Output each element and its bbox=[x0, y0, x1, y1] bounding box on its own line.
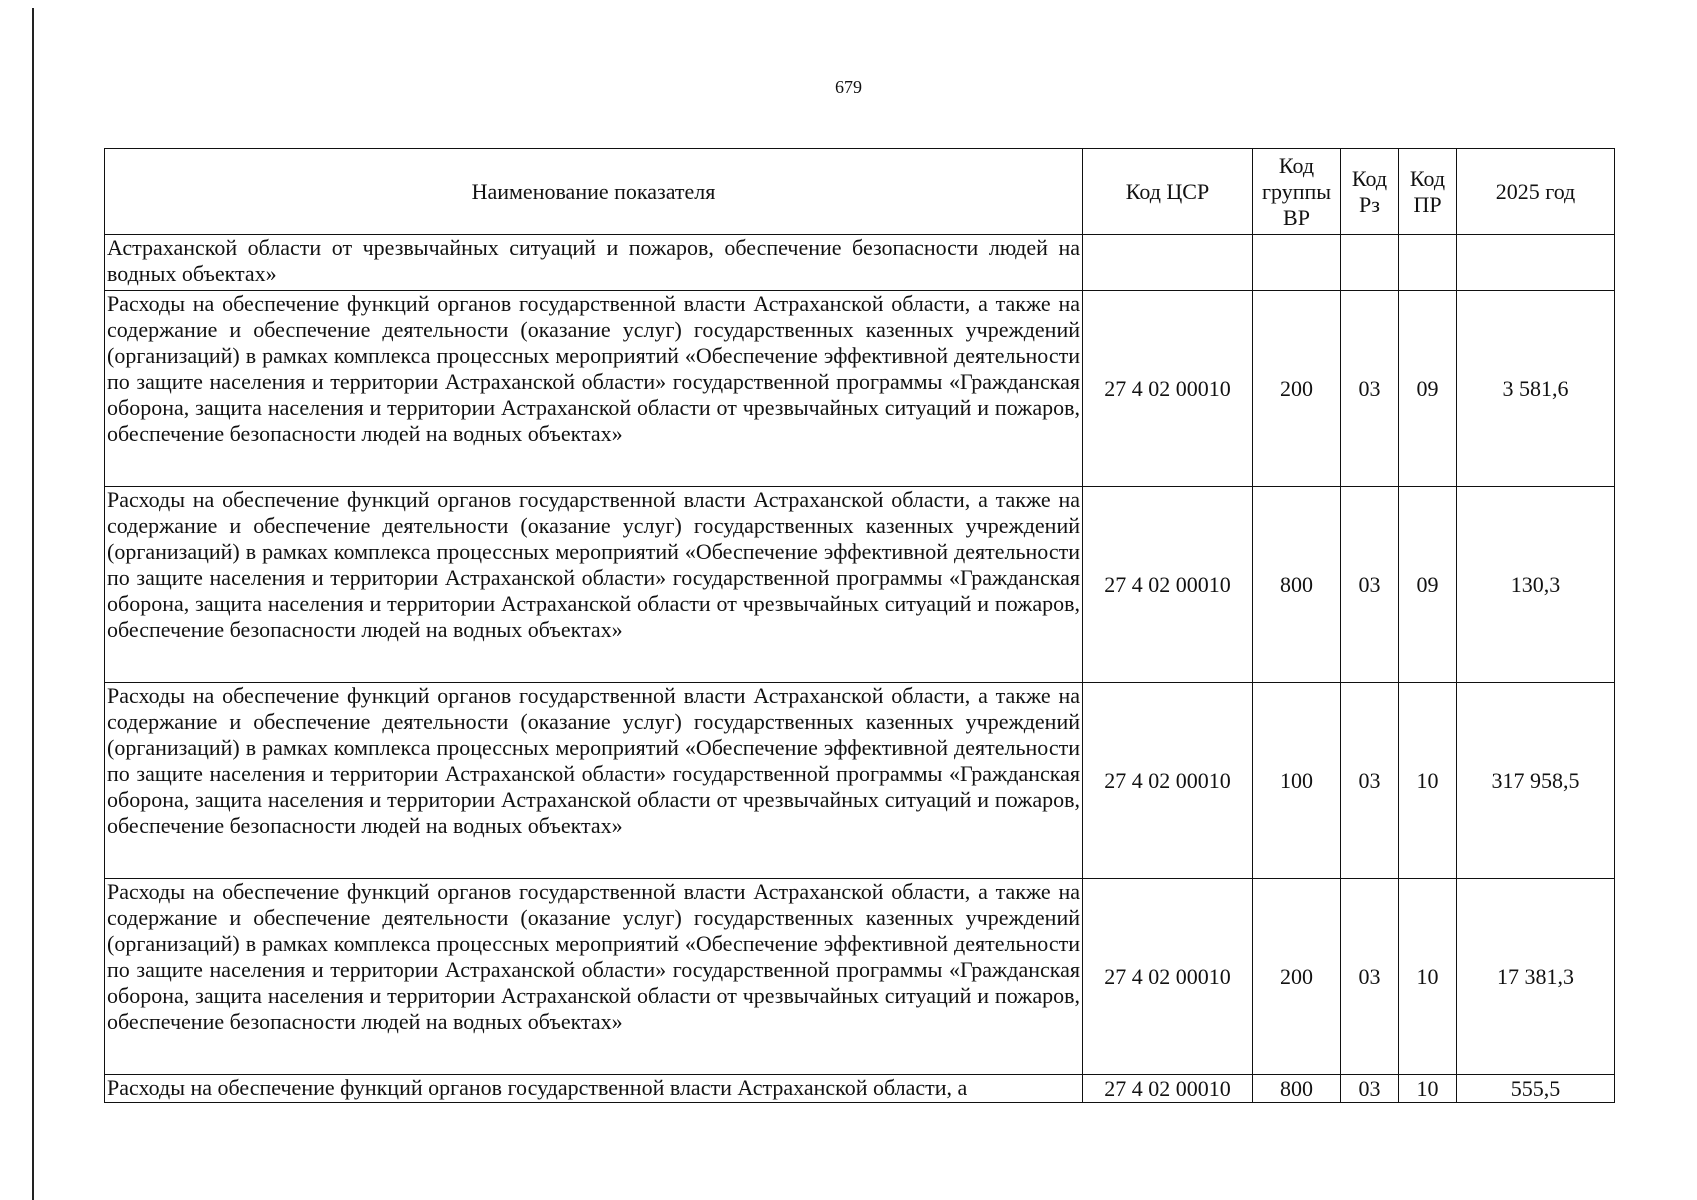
table-row bbox=[105, 291, 1615, 487]
row-pr: 09 bbox=[1399, 487, 1457, 683]
row-rz: 03 bbox=[1341, 1075, 1399, 1103]
row-name: Расходы на обеспечение функций органов государственной власти Астраханской области, а также на содержание и обеспечение деятельности (оказание услуг) государственных казенных учреждений (организаций) в рамках комплекса процессных мероприятий «Обеспечение эффективной деятельности по защите населения и территории Астраханской области» государственной программы «Гражданская оборона, защита населения и территории Астраханской области от чрезвычайных ситуаций и пожаров, обеспечение безопасности людей на водных объектах» bbox=[105, 291, 1083, 487]
row-pr: 10 bbox=[1399, 1075, 1457, 1103]
row-name: Расходы на обеспечение функций органов государственной власти Астраханской области, а bbox=[105, 1075, 1083, 1103]
row-vr: 200 bbox=[1253, 291, 1341, 487]
table-row bbox=[105, 879, 1615, 1075]
header-rz: Код Рз bbox=[1341, 149, 1399, 235]
table-row bbox=[105, 683, 1615, 879]
header-name: Наименование показателя bbox=[105, 149, 1083, 235]
row-pr bbox=[1399, 235, 1457, 291]
row-vr: 800 bbox=[1253, 1075, 1341, 1103]
row-value: 317 958,5 bbox=[1457, 683, 1615, 879]
table-row bbox=[105, 1075, 1615, 1103]
header-year: 2025 год bbox=[1457, 149, 1615, 235]
header-csr: Код ЦСР bbox=[1083, 149, 1253, 235]
row-name: Расходы на обеспечение функций органов государственной власти Астраханской области, а также на содержание и обеспечение деятельности (оказание услуг) государственных казенных учреждений (организаций) в рамках комплекса процессных мероприятий «Обеспечение эффективной деятельности по защите населения и территории Астраханской области» государственной программы «Гражданская оборона, защита населения и территории Астраханской области от чрезвычайных ситуаций и пожаров, обеспечение безопасности людей на водных объектах» bbox=[105, 487, 1083, 683]
row-rz: 03 bbox=[1341, 683, 1399, 879]
row-name: Астраханской области от чрезвычайных ситуаций и пожаров, обеспечение безопасности людей на водных объектах» bbox=[105, 235, 1083, 291]
row-pr: 10 bbox=[1399, 879, 1457, 1075]
row-vr bbox=[1253, 235, 1341, 291]
budget-table bbox=[104, 148, 1615, 1103]
row-csr: 27 4 02 00010 bbox=[1083, 291, 1253, 487]
row-rz: 03 bbox=[1341, 879, 1399, 1075]
row-rz: 03 bbox=[1341, 291, 1399, 487]
table-row bbox=[105, 235, 1615, 291]
row-rz bbox=[1341, 235, 1399, 291]
header-vr: Код группы ВР bbox=[1253, 149, 1341, 235]
row-name: Расходы на обеспечение функций органов государственной власти Астраханской области, а также на содержание и обеспечение деятельности (оказание услуг) государственных казенных учреждений (организаций) в рамках комплекса процессных мероприятий «Обеспечение эффективной деятельности по защите населения и территории Астраханской области» государственной программы «Гражданская оборона, защита населения и территории Астраханской области от чрезвычайных ситуаций и пожаров, обеспечение безопасности людей на водных объектах» bbox=[105, 683, 1083, 879]
row-value: 3 581,6 bbox=[1457, 291, 1615, 487]
row-rz: 03 bbox=[1341, 487, 1399, 683]
row-pr: 10 bbox=[1399, 683, 1457, 879]
row-csr: 27 4 02 00010 bbox=[1083, 879, 1253, 1075]
row-csr bbox=[1083, 235, 1253, 291]
binding-margin-line bbox=[32, 8, 34, 1200]
header-pr: Код ПР bbox=[1399, 149, 1457, 235]
row-csr: 27 4 02 00010 bbox=[1083, 683, 1253, 879]
row-csr: 27 4 02 00010 bbox=[1083, 1075, 1253, 1103]
table-header-row bbox=[105, 149, 1615, 235]
table-row bbox=[105, 487, 1615, 683]
row-value: 555,5 bbox=[1457, 1075, 1615, 1103]
row-value: 130,3 bbox=[1457, 487, 1615, 683]
row-vr: 800 bbox=[1253, 487, 1341, 683]
row-value bbox=[1457, 235, 1615, 291]
row-name: Расходы на обеспечение функций органов государственной власти Астраханской области, а также на содержание и обеспечение деятельности (оказание услуг) государственных казенных учреждений (организаций) в рамках комплекса процессных мероприятий «Обеспечение эффективной деятельности по защите населения и территории Астраханской области» государственной программы «Гражданская оборона, защита населения и территории Астраханской области от чрезвычайных ситуаций и пожаров, обеспечение безопасности людей на водных объектах» bbox=[105, 879, 1083, 1075]
row-csr: 27 4 02 00010 bbox=[1083, 487, 1253, 683]
row-pr: 09 bbox=[1399, 291, 1457, 487]
row-value: 17 381,3 bbox=[1457, 879, 1615, 1075]
page-number: 679 bbox=[835, 77, 862, 97]
row-vr: 200 bbox=[1253, 879, 1341, 1075]
row-vr: 100 bbox=[1253, 683, 1341, 879]
